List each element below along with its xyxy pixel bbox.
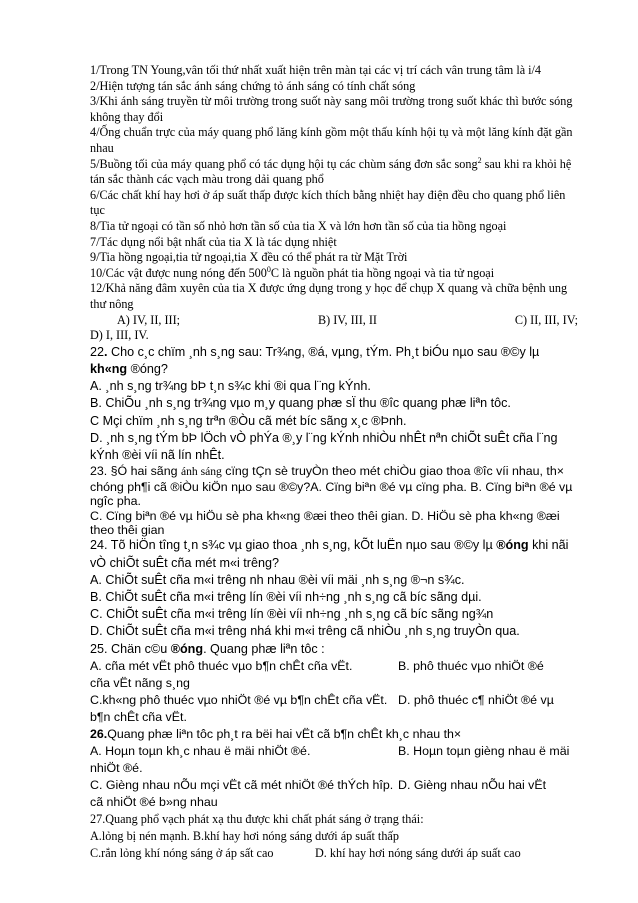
statement: [90, 157, 578, 188]
question-text: 24. Tõ hiÖn tîng t¸n s¾c vµ giao thoa ¸nh s¸ng, kÕt luËn nµo sau ®©y lµ: [90, 538, 497, 553]
statement-text: C là nguồn phát tia hồng ngoại và tia tử ngoại: [270, 265, 495, 280]
option-a: A. ¸nh s¸ng tr¾ng bÞ t¸n s¾c khi ®i qua l¨ng kÝnh.: [90, 379, 371, 394]
question-stem: [90, 641, 578, 658]
statement-text: 5/Buồng tối của máy quang phổ có tác dụng hội tụ các chùm sáng đơn sắc song: [90, 156, 478, 171]
option-d: D. phô thuéc c¶ nhiÖt ®é vµ: [398, 692, 554, 707]
option-c: C Mçi chïm ¸nh s¸ng trªn ®Òu cã mét bíc sãng x¸c ®Þnh.: [90, 413, 407, 428]
option-c: C.rắn lỏng khí nóng sáng ở áp sất cao: [90, 845, 274, 860]
question-25: [90, 641, 578, 726]
option-b: B. Hoµn toµn gièng nhau ë mäi: [398, 743, 570, 758]
option-b-continued: nhiÖt ®é.: [90, 760, 143, 775]
superscript: 2: [477, 155, 482, 165]
option-ab: A.lỏng bị nén mạnh. B.khí hay hơi nóng sáng dưới áp suất thấp: [90, 828, 399, 843]
question-emphasis: ®óng: [496, 538, 529, 553]
statement: 12/Khả năng đâm xuyên của tia X được ứng dụng trong y học để chụp X quang và chữa bệnh ung thư nông: [90, 281, 568, 311]
statement: 4/Ống chuẩn trực của máy quang phổ lăng kính gồm một thấu kính hội tụ và một lăng kính đặt gần nhau: [90, 125, 573, 155]
option-line: C. Cïng biªn ®é vµ hiÖu sè pha kh«ng ®æi theo thêi gian. D. HiÖu sè pha kh«ng ®æi theo thêi gian: [90, 508, 560, 537]
question-22: [90, 344, 578, 464]
statement: 2/Hiện tượng tán sắc ánh sáng chứng tỏ ánh sáng có tính chất sóng: [90, 78, 416, 93]
question-stem: [90, 726, 578, 743]
question-24: [90, 537, 578, 640]
statement: [90, 266, 578, 282]
question-text: cïng tÇn sè truyÒn theo mét chiÒu giao thoa ®îc víi nhau, th× chóng ph¶i cã ®iÒu kiÖn nµo sau ®©y?A. Cïng biªn ®é vµ cïng pha.: [90, 464, 564, 494]
option-b: B. ChiÕu ¸nh s¸ng tr¾ng vµo m¸y quang phæ sÏ thu ®îc quang phæ liªn tôc.: [90, 396, 511, 411]
option-b-continued: cña vËt nãng s¸ng: [90, 675, 190, 690]
option-row: [90, 658, 578, 675]
option-a: A) IV, II, III;: [117, 312, 181, 327]
option-b: B. phô thuéc vµo nhiÖt ®é: [398, 658, 544, 673]
option-d: D. ¸nh s¸ng tÝm bÞ lÖch vÒ phÝa ®¸y l¨ng kÝnh nhiÒu nhÊt nªn chiÕt suÊt cña l¨ng kÝnh ®èi víi nã lín nhÊt.: [90, 430, 558, 462]
superscript: 0: [266, 264, 271, 274]
option-c: C.kh«ng phô thuéc vµo nhiÖt ®é vµ b¶n chÊt cña vËt.: [90, 692, 388, 707]
option-d: D. khí hay hơi nóng sáng dưới áp suất cao: [315, 845, 521, 860]
question-text: ánh sáng: [180, 465, 222, 479]
statement: 9/Tia hồng ngoại,tia tử ngoại,tia X đều có thể phát ra từ Mặt Trời: [90, 250, 408, 265]
question-text: 25. Chän c©u: [90, 641, 171, 656]
option-a: A. Hoµn toµn kh¸c nhau ë mäi nhiÖt ®é.: [90, 743, 311, 758]
option-c: C. ChiÕt suÊt cña m«i trêng lín ®èi víi nh÷ng ¸nh s¸ng cã bíc sãng ng¾n: [90, 607, 494, 622]
question-dot: .: [104, 344, 108, 359]
question-text: Quang phæ liªn tôc ph¸t ra bëi hai vËt cã b¶n chÊt kh¸c nhau th×: [107, 726, 462, 741]
answer-options: [90, 313, 578, 329]
question-emphasis: ®óng: [170, 641, 204, 656]
option-a: A. ChiÕt suÊt cña m«i trêng nh nhau ®èi víi mäi ¸nh s¸ng ®¬n s¾c.: [90, 572, 465, 587]
statement: 8/Tia tử ngoại có tần số nhỏ hơn tần số của tia X và lớn hơn tần số của tia hồng ngoại: [90, 218, 507, 233]
question-stem: [90, 537, 578, 571]
question-text: . Quang phæ liªn tôc :: [203, 641, 325, 656]
question-27: [90, 811, 578, 862]
question-number: 22: [90, 344, 105, 359]
question-stem: 27.Quang phổ vạch phát xạ thu được khi chất phát sáng ở trạng thái:: [90, 811, 424, 826]
question-stem: [90, 344, 578, 378]
option-d-continued: cã nhiÖt ®é b»ng nhau: [90, 794, 218, 809]
question-text: 23. §Ó hai sãng: [90, 464, 181, 479]
question-26: [90, 726, 578, 811]
statement: 7/Tác dụng nổi bật nhất của tia X là tác dụng nhiệt: [90, 234, 337, 249]
statement: 3/Khi ánh sáng truyền từ môi trường trong suốt này sang môi trường trong suốt khác thì bước sóng không thay đổi: [90, 94, 573, 124]
question-text: ®óng?: [127, 361, 168, 376]
option-d-continued: b¶n chÊt cña vËt.: [90, 709, 187, 724]
option-c: C. Gièng nhau nÕu mçi vËt cã mét nhiÖt ®é thÝch hîp.: [90, 777, 394, 792]
question-23: [90, 464, 578, 537]
option-b: B. ChiÕt suÊt cña m«i trêng lín ®èi víi nh÷ng ¸nh s¸ng cã bíc sãng dµi.: [90, 589, 482, 604]
option-row: [90, 845, 578, 862]
statement-text: sau khi ra khỏi hệ tán sắc thành các vạch màu trong dải quang phổ: [90, 156, 572, 187]
option-d: D. Gièng nhau nÕu hai vËt: [398, 777, 547, 792]
question-text: Cho c¸c chïm ¸nh s¸ng sau: Tr¾ng, ®á, vµng, tÝm. Ph¸t biÓu nµo sau ®©y lµ: [107, 344, 540, 359]
question-text: B. Cïng biªn ®é vµ ngîc pha.: [90, 479, 573, 509]
option-c: C) II, III, IV;: [514, 312, 578, 327]
option-d: D. ChiÕt suÊt cña m«i trêng nhá khi m«i trêng cã nhiÒu ¸nh s¸ng truyÒn qua.: [90, 624, 520, 639]
statement: 1/Trong TN Young,vân tối thứ nhất xuất hiện trên màn tại các vị trí cách vân trung tâm là i/4: [90, 63, 542, 77]
question-stem: [90, 464, 578, 508]
statements-block: [90, 63, 578, 344]
statement: 6/Các chất khí hay hơi ở áp suất thấp được kích thích bằng nhiệt hay điện đều cho quang phổ liên tục: [90, 187, 566, 218]
option-row: [90, 777, 578, 794]
question-number: 26.: [90, 726, 108, 741]
option-a: A. cña mét vËt phô thuéc vµo b¶n chÊt cña vËt.: [90, 658, 353, 673]
option-row: [90, 692, 578, 709]
option-d: D) I, III, IV.: [90, 328, 149, 343]
option-row: [90, 743, 578, 760]
option-b: B) IV, III, II: [317, 312, 377, 327]
statement-text: 10/Các vật được nung nóng đến 500: [90, 265, 267, 280]
question-emphasis: kh«ng: [90, 361, 128, 376]
question-text: khi nãi vÒ chiÕt suÊt cña mét m«i trêng?: [90, 538, 569, 570]
